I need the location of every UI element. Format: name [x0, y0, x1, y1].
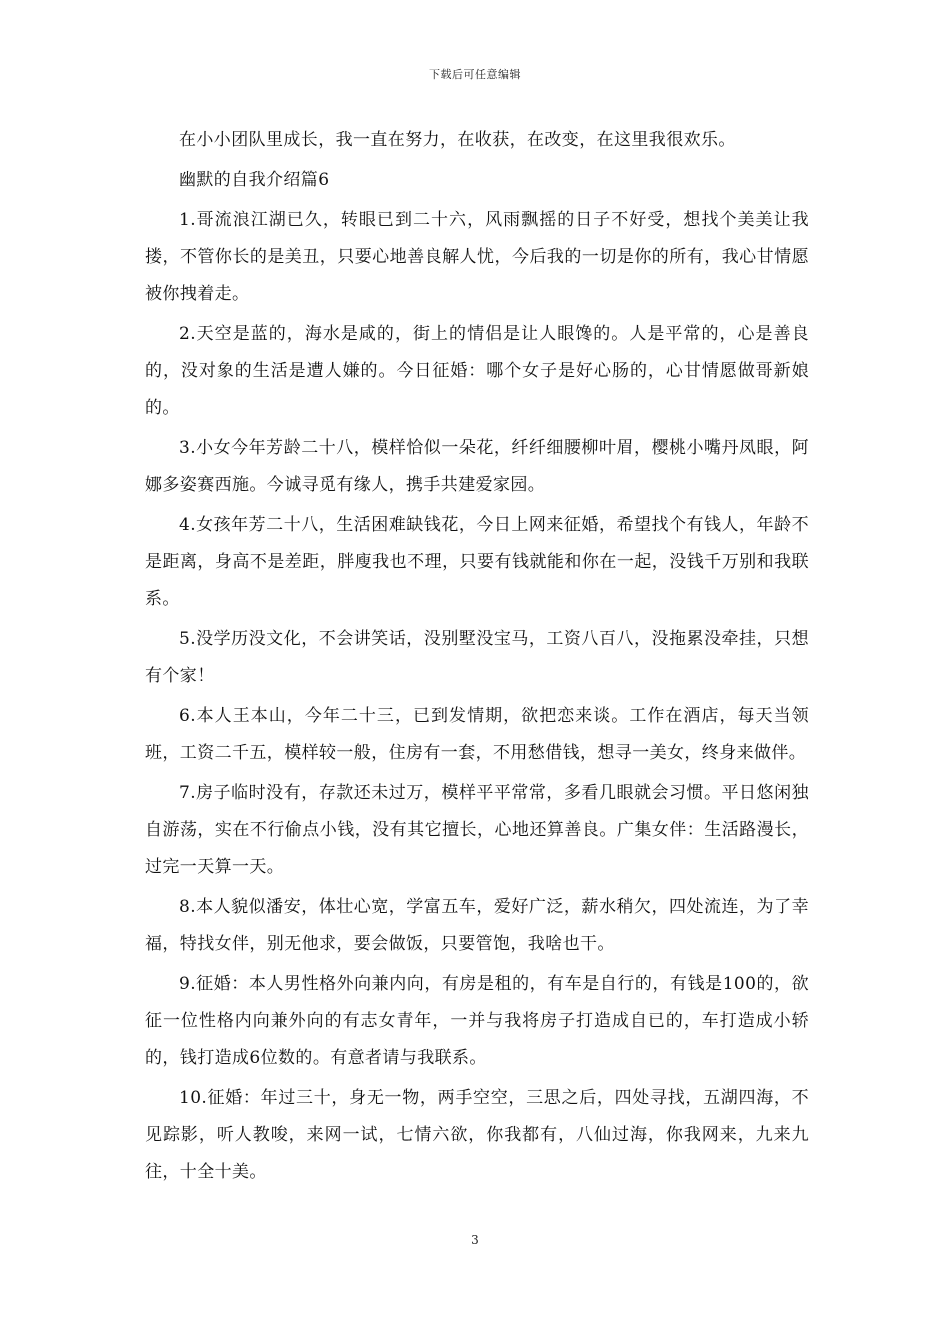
page-number: 3: [471, 1233, 479, 1247]
paragraph-item-1: 1.哥流浪江湖已久，转眼已到二十六，风雨飘摇的日子不好受，想找个美美让我搂，不管你长的是美丑，只要心地善良解人忧，今后我的一切是你的所有，我心甘情愿被你拽着走。: [145, 210, 809, 304]
paragraph-item-9: 9.征婚：本人男性格外向兼内向，有房是租的，有车是自行的，有钱是100的，欲征一位性格内向兼外向的有志女青年，一并与我将房子打造成自已的，车打造成小轿的，钱打造成6位数的。有意者请与我联系。: [145, 974, 809, 1068]
paragraph-item-6: 6.本人王本山，今年二十三，已到发情期，欲把恋来谈。工作在酒店，每天当领班，工资二千五，模样较一般，住房有一套，不用愁借钱，想寻一美女，终身来做伴。: [145, 706, 809, 763]
paragraph-item-2: 2.天空是蓝的，海水是咸的，街上的情侣是让人眼馋的。人是平常的，心是善良的，没对象的生活是遭人嫌的。今日征婚：哪个女子是好心肠的，心甘情愿做哥新娘的。: [145, 324, 809, 418]
paragraph-item-5: 5.没学历没文化，不会讲笑话，没别墅没宝马，工资八百八，没拖累没牵挂，只想有个家！: [145, 629, 809, 686]
paragraph-item-8: 8.本人貌似潘安，体壮心宽，学富五车，爱好广泛，薪水稍欠，四处流连，为了幸福，特找女伴，别无他求，要会做饭，只要管饱，我啥也干。: [145, 897, 809, 954]
paragraph-item-3: 3.小女今年芳龄二十八，模样恰似一朵花，纤纤细腰柳叶眉，樱桃小嘴丹凤眼，阿娜多姿赛西施。今诚寻觅有缘人，携手共建爱家园。: [145, 438, 809, 495]
paragraph-team-growth: 在小小团队里成长，我一直在努力，在收获，在改变，在这里我很欢乐。: [179, 130, 736, 150]
page-header: 下载后可任意编辑: [429, 68, 521, 81]
section-heading: 幽默的自我介绍篇6: [179, 170, 330, 190]
document-body: [145, 122, 809, 1194]
paragraph-item-7: 7.房子临时没有，存款还未过万，模样平平常常，多看几眼就会习惯。平日悠闲独自游荡，实在不行偷点小钱，没有其它擅长，心地还算善良。广集女伴：生活路漫长，过完一天算一天。: [145, 783, 809, 877]
paragraph-item-10: 10.征婚：年过三十，身无一物，两手空空，三思之后，四处寻找，五湖四海，不见踪影，听人教唆，来网一试，七情六欲，你我都有，八仙过海，你我网来，九来九往，十全十美。: [145, 1088, 809, 1182]
paragraph-item-4: 4.女孩年芳二十八，生活困难缺钱花，今日上网来征婚，希望找个有钱人，年龄不是距离，身高不是差距，胖廋我也不理，只要有钱就能和你在一起，没钱千万别和我联系。: [145, 515, 809, 609]
